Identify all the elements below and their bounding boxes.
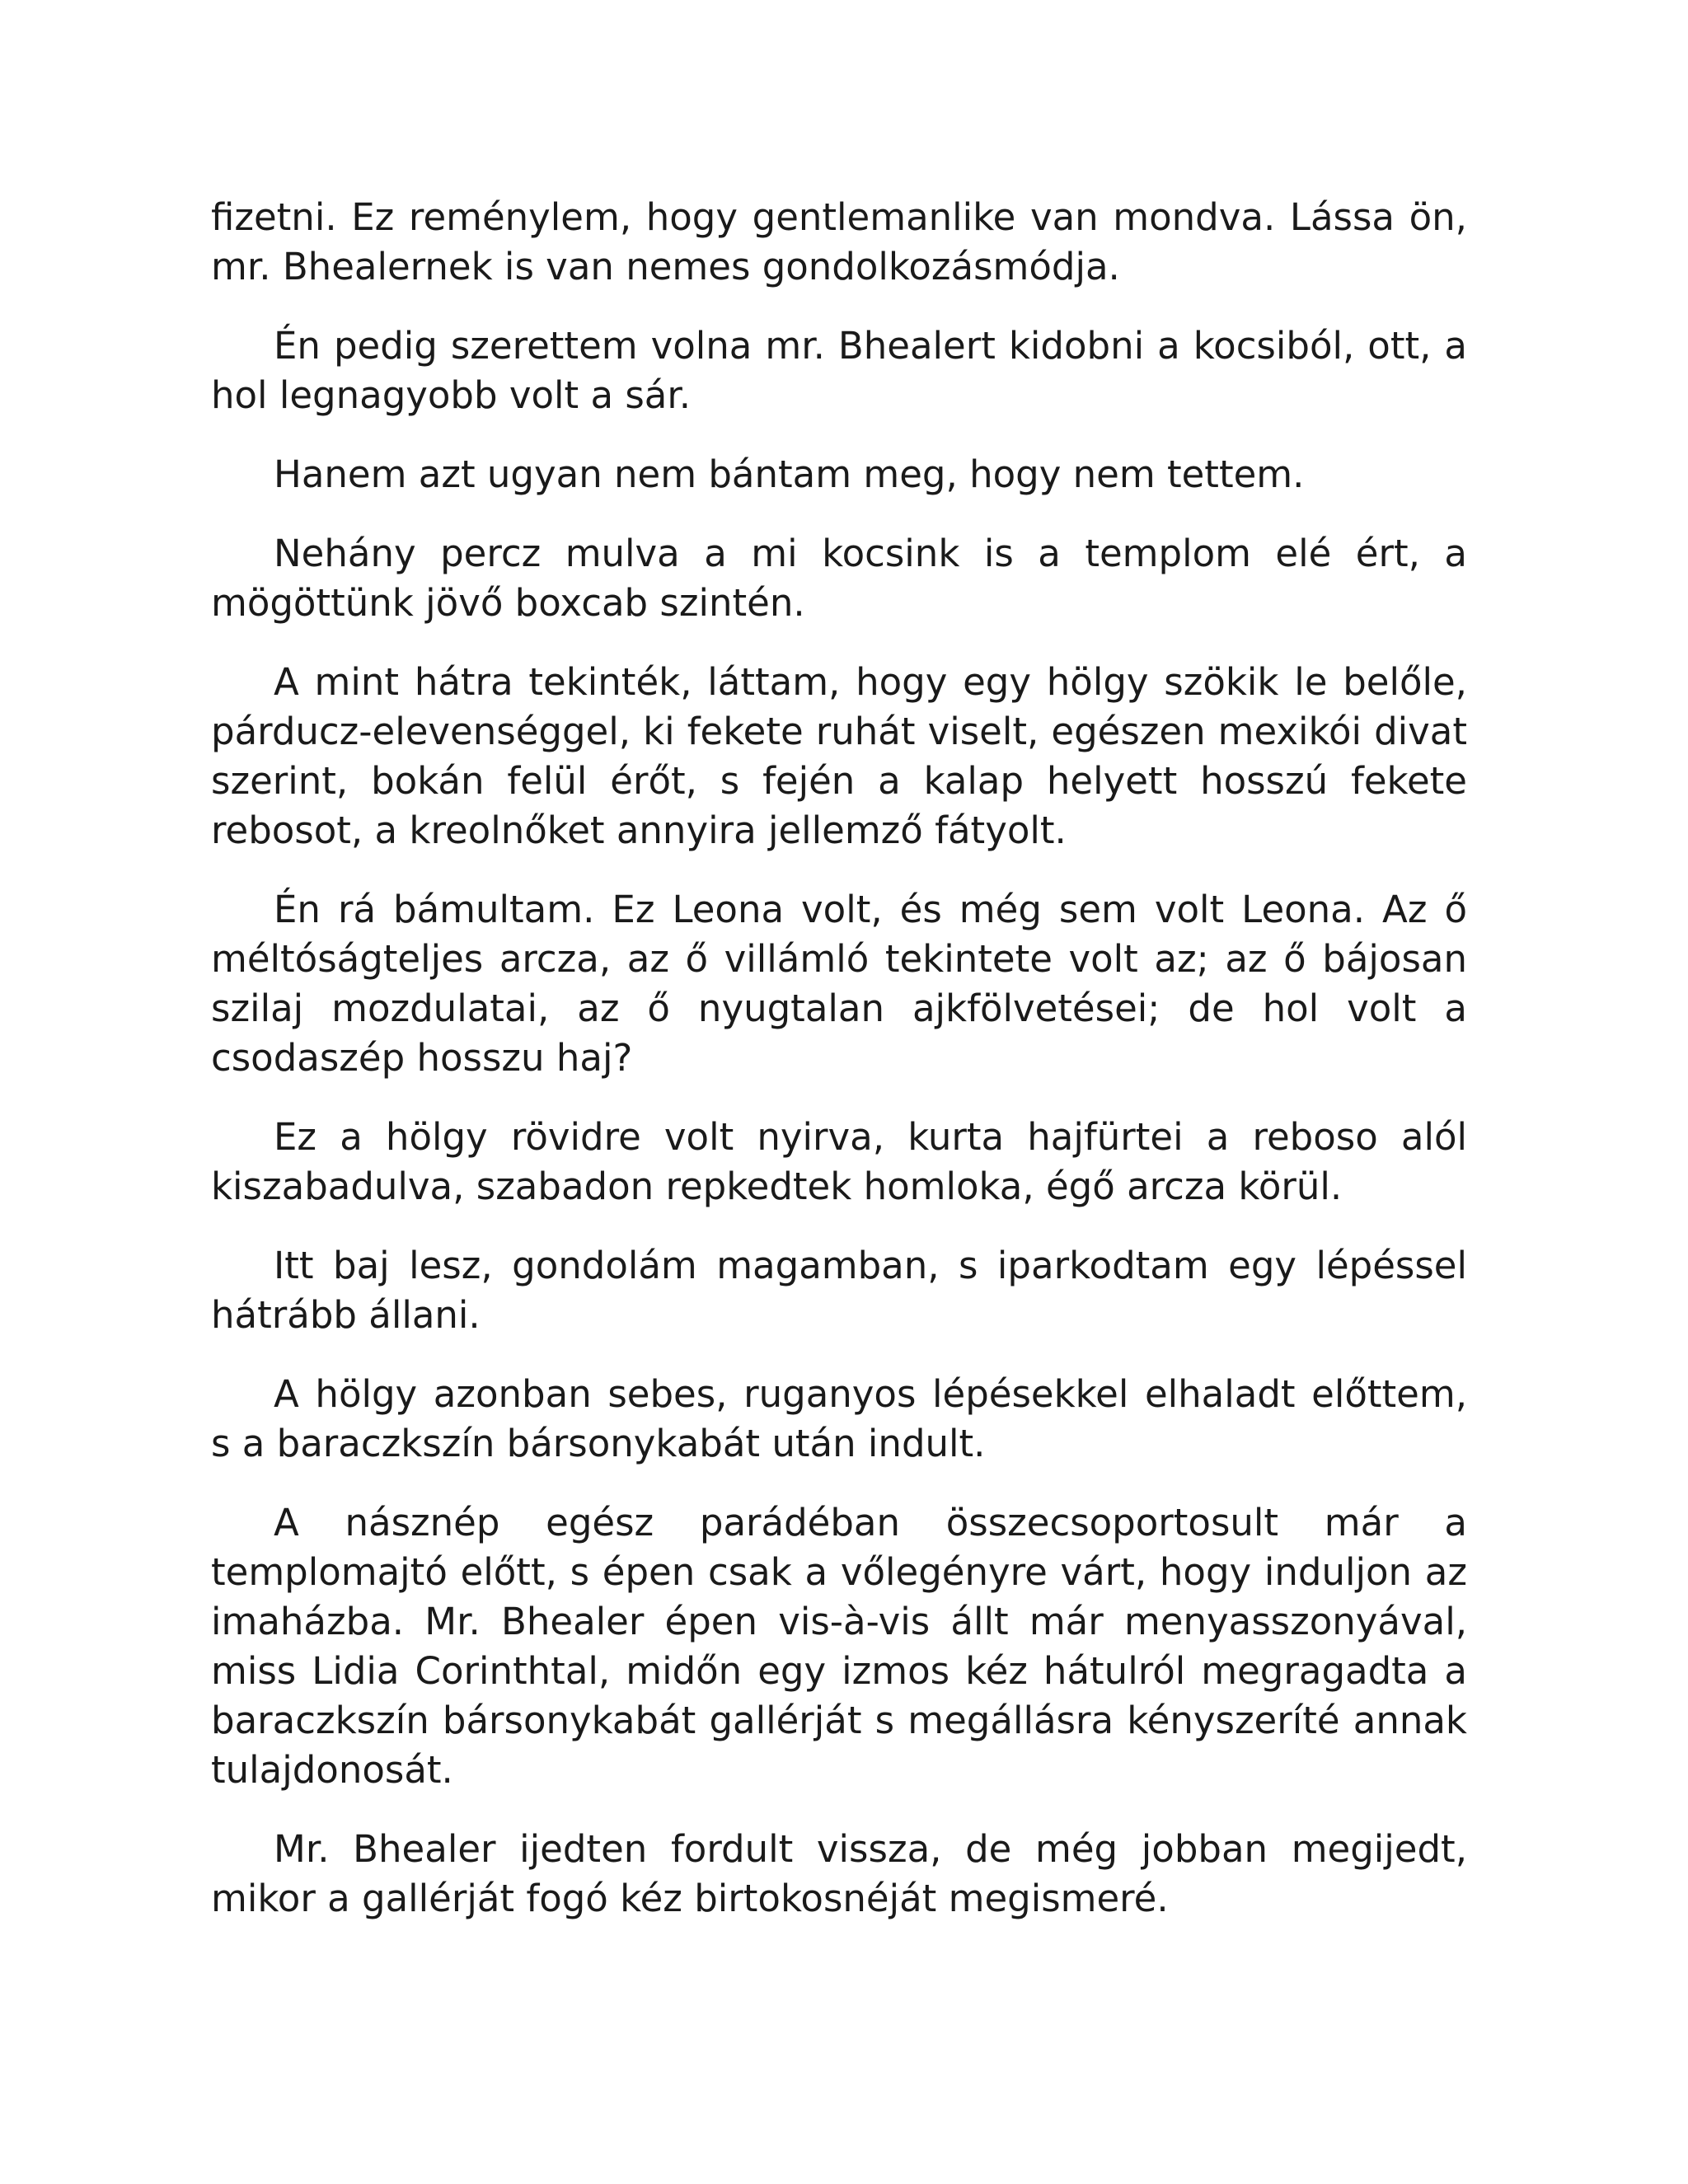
paragraph: Mr. Bhealer ijedten fordult vissza, de még jobban megijedt, mikor a gallérját fogó kéz birtokosnéját megismeré. — [211, 1827, 1467, 1920]
paragraph: Hanem azt ugyan nem bántam meg, hogy nem tettem. — [274, 452, 1305, 496]
paragraph: Ez a hölgy rövidre volt nyirva, kurta hajfürtei a reboso alól kiszabadulva, szabadon repkedtek homloka, égő arcza körül. — [211, 1115, 1467, 1208]
paragraph: Itt baj lesz, gondolám magamban, s iparkodtam egy lépéssel hátrább állani. — [211, 1244, 1467, 1337]
paragraph: A násznép egész parádéban összecsoportosult már a templomajtó előtt, s épen csak a vőlegényre várt, hogy induljon az imaházba. Mr. Bhealer épen vis-à-vis állt már menyasszonyával, miss Lidia Corinthtal, midőn egy izmos kéz hátulról megragadta a baraczkszín bársonykabát gallérját s megállásra kényszeríté annak tulajdonosát. — [211, 1501, 1467, 1792]
paragraph: Nehány percz mulva a mi kocsink is a templom elé ért, a mögöttünk jövő boxcab szintén. — [211, 532, 1467, 625]
paragraph: Én rá bámultam. Ez Leona volt, és még sem volt Leona. Az ő méltóságteljes arcza, az ő villámló tekintete volt az; az ő bájosan szilaj mozdulatai, az ő nyugtalan ajkfölvetései; de hol volt a csodaszép hosszu haj? — [211, 888, 1467, 1080]
paragraph: fizetni. Ez reménylem, hogy gentlemanlike van mondva. Lássa ön, mr. Bhealernek is van nemes gondolkozásmódja. — [211, 195, 1467, 288]
paragraph: A hölgy azonban sebes, ruganyos lépésekkel elhaladt előttem, s a baraczkszín bársonykabát után indult. — [211, 1372, 1467, 1465]
paragraph: Én pedig szerettem volna mr. Bhealert kidobni a kocsiból, ott, a hol legnagyobb volt a sár. — [211, 324, 1467, 417]
paragraph: A mint hátra tekinték, láttam, hogy egy hölgy szökik le belőle, párducz-elevenséggel, ki fekete ruhát viselt, egészen mexikói divat szerint, bokán felül érőt, s fején a kalap helyett hosszú fekete rebosot, a kreolnőket annyira jellemző fátyolt. — [211, 660, 1467, 852]
body-text — [211, 193, 1467, 1953]
